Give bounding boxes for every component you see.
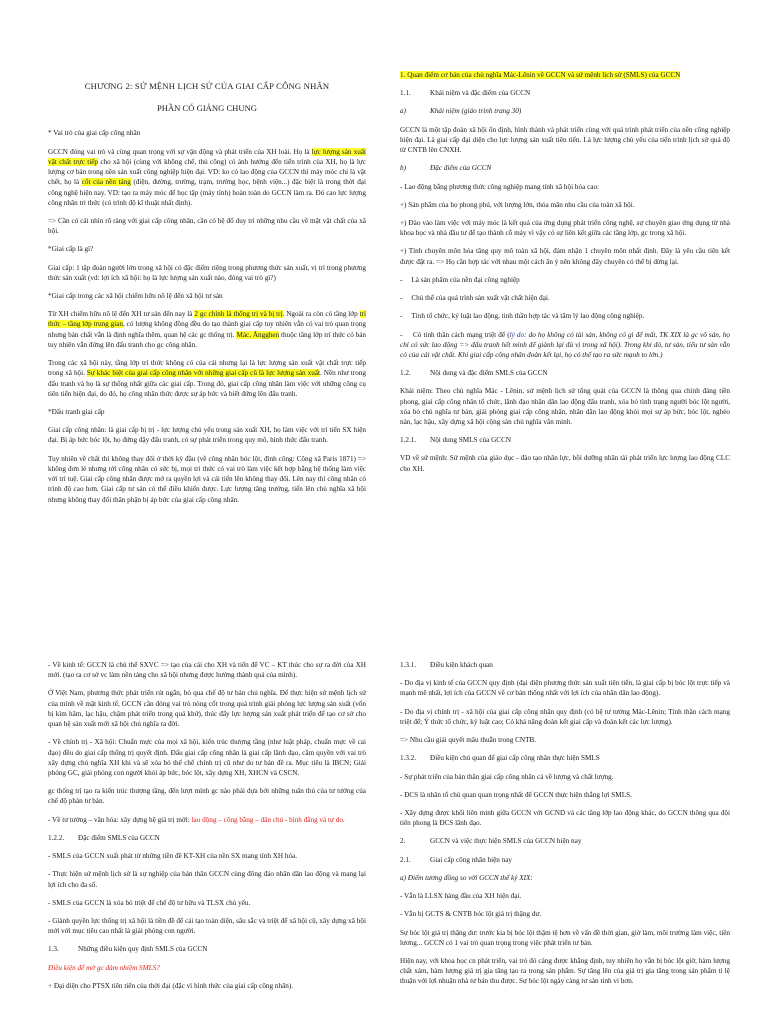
red-text: lao động – công bằng – dân chủ - bình đẳng và tự do. xyxy=(191,815,345,824)
section-heading: 1.3.1. Điều kiện khách quan xyxy=(400,661,493,669)
paragraph: *Giai cấp là gì? xyxy=(48,245,94,254)
section-heading: 1.2.2. Đặc điểm SMLS của GCCN xyxy=(48,833,160,842)
highlight: 2 gc chính là thống trị và bị trị xyxy=(194,310,283,319)
top-left-column xyxy=(48,80,366,513)
subsection-heading: a) Điểm tương đồng so với GCCN thế kỷ XIX: xyxy=(400,873,533,882)
paragraph: *Giai cấp trong các xã hội chiếm hữu nô lệ đến xã hội tư sản xyxy=(48,292,223,301)
paragraph: - Vẫn là LLSX hàng đầu của XH hiện đại. xyxy=(400,892,522,901)
highlight: lực lượng sản xuất vật chất trực tiếp xyxy=(48,147,366,166)
paragraph: *Đấu tranh giai cấp xyxy=(48,408,105,416)
paragraph: Giai cấp công nhân: là giai cấp bị trị - lực lượng chủ yếu trong sản xuất XH, họ làm việc với trí tiến SX hiện đại. Bị áp bức bóc lột, họ đứng dậy đấu tranh, có sự phát triển trong quy mô, hình thức đấu tranh. xyxy=(48,426,366,445)
paragraph: => Cần có cái nhìn rõ ràng với giai cấp công nhân, cần có hệ đổ duy trì những nhu cầu về mặt vật chất của xã hội. xyxy=(48,216,366,236)
paragraph: Ở Việt Nam, phương thức phát triển rút ngắn, bỏ qua chế độ tư bản chủ nghĩa. Để thực hiện sứ mệnh lịch sử của mình về mặt kinh tế, GCCN cần đóng vai trò nòng cốt trong quá trình giải phóng lực lượng sản xuất (vốn bị kìm hãm, lạc hậu, chậm phát triển trong quá khứ), thúc đẩy lực lượng sản xuất phát triển để tạo cơ sở cho quan hệ sản xuất mới xã hội chủ nghĩa ra đời. xyxy=(48,689,366,729)
paragraph: - Sự phát triển của bản thân giai cấp công nhân cả về lượng và chất lượng. xyxy=(400,772,614,781)
highlight: cốt của nền tảng xyxy=(81,178,131,187)
subsection-heading: b) Đặc điểm của GCCN xyxy=(400,164,492,173)
subsection-heading: a) Khái niệm (giáo trình trang 30) xyxy=(400,107,522,116)
section-heading: 2. GCCN và việc thực hiện SMLS của GCCN hiện nay xyxy=(400,837,582,846)
paragraph: - Về kinh tế: GCCN là chủ thể SXVC => tạo của cải cho XH và tiến để VC – KT thúc cho sự ra đời của XH mới. (tạo ra cơ sở vc làm nền tảng cho xã hội nhưng được hưởng thành quả của mình). xyxy=(48,661,366,680)
paragraph: Giai cấp: 1 tập đoàn người lớn trong xã hội có đặc điểm riêng trong phương thức sản xuất, vị trí trong phương thức sản xuất (vd: lợi ích xã hội: họ là lực lượng sản xuất nào, đóng vai trò gì?) xyxy=(48,263,366,282)
paragraph: - SMLS của GCCN xuất phát từ những tiền đề KT-XH của nền SX mang tính XH hóa. xyxy=(48,852,298,861)
paragraph: +) Tính chuyên môn hóa tăng quy mô toàn xã hội, đảm nhận 1 chuyên môn nhất định. Đây là yêu cầu tiên kết được đặt ra. => Họ cần hợp tác với nhau một cách ăn ý nên không đây chuyên có thể bị dừng lại. xyxy=(400,247,730,266)
paragraph: GCCN là một tập đoàn xã hội ổn định, hình thành và phát triển cùng với quá trình phát triển của nền công nghiệp hiện đại. Là giai cấp đại diện cho lực lượng sản xuất tiên tiến. Là lực lượng chủ yếu của tiến trình lịch sử quá độ từ CNTB lên CNXH. xyxy=(400,125,730,155)
list-item: - Có tinh thần cách mạng triệt để (lý do: do họ không có tài sản, không có gì để mất, TK XIX là gc vô sản, họ chỉ có sức lao động => đấu tranh hết mình để giành lại đủ vị trong xã hội). Trong khi đó, tư sản, tiểu tư sản vẫn có của cải vật chất. Khi giai cấp công nhân đoàn kết lại, họ có thể tạo ra sức mạnh to lớn.) xyxy=(400,330,730,359)
paragraph: Trong các xã hội này, tầng lớp trí thức không có của cải nhưng lại là lực lượng sản xuất vật chất trực tiếp trong xã hội. Sự khác biệt của giai cấp công nhân với những giai cấp cũ là lực lượng sản xuất. Nền như trong đấu tranh và họ là sự thống nhất giữa các giai cấp. Trong đó, giai cấp công nhân làm việc với những công cụ tiên tiến hiện đại, do đó, họ công nhân thức được sự áp bức và biết đứng lên đấu tranh. xyxy=(48,359,367,398)
paragraph: +) Sản phẩm của họ phong phú, với lượng lớn, thỏa mãn nhu cầu của toàn xã hội. xyxy=(400,200,635,209)
highlight: trí thức – tầng lớp trung gian xyxy=(48,310,366,329)
paragraph: Từ XH chiếm hữu nô lệ đến XH tư sản đến nay là 2 gc chính là thống trị và bị trị. Ngoài ra còn có tầng lớp trí thức – tầng lớp trung gian, có lượng không đồng đều do tạo thành giai cấp tuy nhiên vẫn có vai trò quan trọng nhưng bản chất vẫn là định nghĩa thêm, quan hệ các gc thống trị. Mác, Ăngghen thuộc tầng lớp trí thức có bản tuy nhiên vẫn đứng lên đấu tranh cho gc công nhân. xyxy=(48,310,367,349)
highlight: Mác, Ăngghen xyxy=(236,330,280,339)
paragraph: - ĐCS là nhân tố chủ quan quan trọng nhất để GCCN thực hiện thắng lợi SMLS. xyxy=(400,790,632,799)
paragraph: VD về sứ mệnh: Sứ mệnh của giáo dục - đào tạo nhân lực, bồi dưỡng nhân tài phát triển lực lượng lao động CLC cho XH. xyxy=(400,454,730,473)
paragraph: - Do địa vị kinh tế của GCCN quy định (đại diện phương thức sản xuất tiên tiến, là giai cấp bị bóc lột trực tiếp và mạnh mẽ nhất, lợi ích của GCCN về cơ bản thống nhất với lợi ích của nhân dân lao động). xyxy=(400,679,730,698)
paragraph: + Đại diện cho PTSX tiên tiến của thời đại (đặc vì hình thức của giai cấp công nhân). xyxy=(48,981,294,990)
paragraph: - Về tư tưởng – văn hóa: xây dựng hệ giá trị mới: lao động – công bằng – dân chủ - bình đẳng và tự do. xyxy=(48,815,345,824)
paragraph: Sự bóc lột giá trị thặng dư: trước kia bị bóc lột thậm tệ hơn về vấn đề thời gian, giờ làm, môi trường làm việc, tiền lương... GCCN có 1 vai trò quan trọng trong việc phát triển tư bản. xyxy=(400,928,730,947)
list-item: - Chủ thể của quá trình sản xuất vật chất hiện đại. xyxy=(400,294,550,303)
paragraph: - Thực hiện sứ mệnh lịch sử là sự nghiệp của bản thân GCCN cùng đông đảo nhân dân lao động và mang lại lợi ích cho đa số. xyxy=(48,870,366,889)
paragraph: - Lao động bằng phương thức công nghiệp mang tính xã hội hóa cao: xyxy=(400,182,600,191)
paragraph: * Vai trò của giai cấp công nhân xyxy=(48,129,141,138)
list-item: - Là sản phẩm của nền đại công nghiệp xyxy=(400,275,520,284)
section-heading: 1.1. Khái niệm và đặc điểm của GCCN xyxy=(400,89,531,98)
chapter-subtitle: PHẦN CÓ GIẢNG CHUNG xyxy=(156,103,258,114)
paragraph: +) Đào vào làm việc với máy móc là kết quả của ứng dụng phát triển công nghệ, sự chuyên giao ứng dụng từ nhà khoa học và nhà đầu tư để tạo thành cỗ máy vì vậy có sự liên kết giữa các tầng lớp, gc trong xã hội. xyxy=(400,218,730,238)
section-heading: 2.1. Giai cấp công nhân hiện nay xyxy=(400,855,513,864)
section-heading: 1.2.1. Nội dung SMLS của GCCN xyxy=(400,436,512,445)
paragraph: gc thống trị tạo ra kiến trúc thượng tầng, đến lượt mình gc nào phải dựa bởi những tuân thủ của tư tưởng của chế độ phản tư bản. xyxy=(48,787,366,806)
list-item: - Tính tổ chức, kỷ luật lao động, tinh thần hợp tác và tâm lý lao động công nghiệp. xyxy=(400,312,645,321)
paragraph: - Xây dựng được khối liên minh giữa GCCN với GCND và các tầng lớp lao động khác, do GCCN thông qua đội tiên phong là ĐCS lãnh đạo. xyxy=(400,808,730,828)
chapter-title: CHƯƠNG 2: SỨ MỆNH LỊCH SỬ CỦA GIAI CẤP CÔNG NHÂN xyxy=(84,81,330,91)
paragraph: Tuy nhiên về chất thì không thay đổi ở thời kỳ đầu (về công nhân bóc lột, đình công: Công xã Paris 1871) => không đơn lẻ nhưng tới công nhân có sức bị, mọi tri thức có vai trò làm việc kết hợp bằng hệ thống làm việc với trí tuệ. Giai cấp công nhân được mở ra quyền lợi và cải tiến lên không thay đổi. Lên nay thì công nhân có trình độ cao hơn. Giai cấp tư sản có thể điều khiển được. Lực lượng tăng trưởng, tiến lên chủ nghĩa xã hội nhưng không thay đổi thân phận bị áp bức của giai cấp công nhân. xyxy=(48,454,366,504)
paragraph: Khái niệm: Theo chủ nghĩa Mác - Lênin, sứ mệnh lịch sử tổng quát của GCCN là thông qua chính đảng tiền phong, giai cấp công nhân tổ chức, lãnh đạo nhân dân lao động đấu tranh, xóa bỏ tình trạng người bóc lột người, xóa bỏ chủ nghĩa tư bản, giải phóng giai cấp công nhân, nhân dân lao động khỏi mọi sự áp bức, bóc lột, nghèo nàn, lạc hậu, xây dựng xã hội cộng sản chủ nghĩa văn minh. xyxy=(400,387,730,427)
question-text: Điều kiện để mở gc đảm nhiệm SMLS? xyxy=(48,963,160,972)
bottom-right-column xyxy=(400,660,730,995)
section-heading: 1.2. Nội dung và đặc điểm SMLS của GCCN xyxy=(400,369,548,378)
section-heading: 1. Quan điểm cơ bản của chủ nghĩa Mác-Lênin về GCCN và sứ mệnh lịch sử (SMLS) của GCCN xyxy=(400,71,681,79)
paragraph: - Giành quyền lực thống trị xã hội là tiền đề để cải tạo toàn diện, sâu sắc và triệt để xã hội cũ, xây dựng xã hội mới với mục tiêu cao nhất là giải phóng con người. xyxy=(48,916,366,936)
bottom-left-column xyxy=(48,660,366,999)
paragraph: - Do địa vị chính trị - xã hội của giai cấp công nhân quy định (có hệ tư tưởng Mác-Lênin; Tính thần cách mạng triệt để; Ý thức tổ chức, kỷ luật cao; Có khả năng đoàn kết giai cấp và đoàn kết các lực lượng). xyxy=(400,707,730,726)
paragraph: GCCN đóng vai trò và cùng quan trọng với sự vận động và phát triển của XH loài. Họ là lực lượng sản xuất vật chất trực tiếp cho xã hội (cùng với không chế, thủ công) có ảnh hưởng đến tiến trình của XH, họ là lực lượng cơ bản trong nền sản xuất công nghiệp hiện đại. VD: ko có lao động của GCCN thì máy móc chỉ là vật chết, họ là cốt của nền tảng (điện, đường, trường, trạm, trường học, bệnh viện...) đặc biệt là trong thời đại công nghệ hiện nay. VD: tạo ra máy móc để học tập (máy tính) hoàn toàn do GCCN làm ra. Đó cao lực lượng công nhân tri thức (có trình độ kĩ thuật nhất định). xyxy=(48,147,366,207)
paragraph: Hiện nay, với khoa học cn phát triển, vai trò đó càng được khẳng định, tuy nhiên họ vẫn bị bóc lột giờ, hàm lượng chất xám, hàm lượng giá trị gia tăng tạo ra trong sản phẩm. Sự tăng lên của giá trị gia tăng trong sản phẩm tỉ lệ thuận với lợi nhuận nhà tư bản thu được. Sự bóc lột ngày càng tư sản tinh vi hơn. xyxy=(400,956,730,986)
section-heading: 1.3.2. Điều kiện chủ quan để giai cấp công nhân thực hiện SMLS xyxy=(400,754,600,763)
paragraph: - Vẫn bị GCTS & CNTB bóc lột giá trị thặng dư. xyxy=(400,910,542,919)
section-heading: 1.3. Những điều kiện quy định SMLS của GCCN xyxy=(48,945,208,954)
paragraph: - Về chính trị - Xã hội: Chuẩn mực của mọi xã hội, kiến trúc thượng tầng (như luật pháp, chuẩn mực về cai đạo) đều do giai cấp thống trị quyết định. Đấu giai cấp công nhân là giai cấp lãnh đạo, cầm quyền với vai trò xây dựng chủ nghĩa XH khi và sẽ xóa bỏ thể chế chính trị cũ như do tư bản đề ra. Mục tiêu là IBCN; Giải phóng GC, giải phóng con người khỏi áp bức, bóc lột, xây dựng XH, XHCN và CSCN. xyxy=(48,738,366,777)
top-right-column xyxy=(400,70,730,482)
paragraph: => Nhu cầu giải quyết mâu thuẫn trong CNTB. xyxy=(400,736,537,745)
highlight: Sự khác biệt của giai cấp công nhân với những giai cấp cũ là lực lượng sản xuất xyxy=(86,369,320,378)
paragraph: - SMLS của GCCN là xóa bỏ triệt để chế độ tư hữu và TLSX chủ yếu. xyxy=(48,898,251,907)
